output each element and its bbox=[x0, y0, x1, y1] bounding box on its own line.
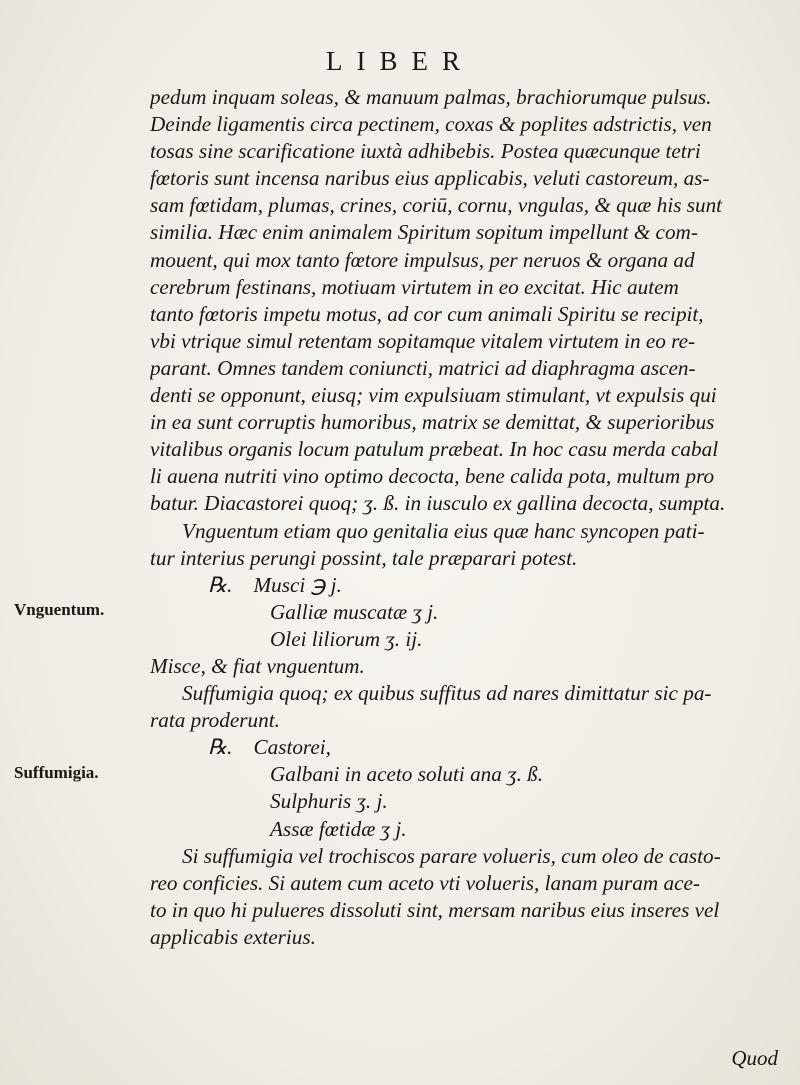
recipe-item: Galbani in aceto soluti ana ʒ. ß. bbox=[270, 762, 544, 787]
text-line: reo conficies. Si autem cum aceto vti volueris, lanam puram ace- bbox=[150, 870, 700, 895]
text-line: vitalibus organis locum patulum præbeat. In hoc casu merda cabal bbox=[150, 437, 719, 462]
recipe-item: Galliæ muscatæ ʒ j. bbox=[270, 599, 439, 624]
text-line: pedum inquam soleas, & manuum palmas, brachiorumque pulsus. bbox=[150, 85, 712, 109]
catchword: Quod bbox=[731, 1046, 778, 1070]
text-line: fœtoris sunt incensa naribus eius applicabis, veluti castoreum, as- bbox=[150, 166, 710, 191]
recipe-item: Castorei, bbox=[253, 735, 331, 760]
text-line: Si suffumigia vel trochiscos parare volueris, cum oleo de casto- bbox=[182, 843, 721, 868]
text-line: denti se opponunt, eiusq; vim expulsiuam stimulant, vt expulsis qui bbox=[150, 383, 717, 408]
text-line: batur. Diacastorei quoq; ʒ. ß. in iusculo ex gallina decocta, sumpta. bbox=[150, 491, 726, 516]
text-line: cerebrum festinans, motiuam virtutem in eo excitat. Hic autem bbox=[150, 274, 679, 299]
recipe-item: Sulphuris ʒ. j. bbox=[270, 789, 388, 814]
recipe-item: Olei liliorum ʒ. ij. bbox=[270, 626, 423, 651]
text-line: Vnguentum etiam quo genitalia eius quæ hanc syncopen pati- bbox=[182, 518, 705, 543]
recipe-closing: Misce, & fiat vnguentum. bbox=[150, 653, 365, 678]
text-line: applicabis exterius. bbox=[150, 924, 316, 949]
text-line: tanto fœtoris impetu motus, ad cor cum animali Spiritu se recipit, bbox=[150, 301, 704, 326]
text-line: to in quo hi pulueres dissoluti sint, mersam naribus eius inseres vel bbox=[150, 897, 720, 922]
text-line: parant. Omnes tandem coniuncti, matrici ad diaphragma ascen- bbox=[150, 355, 696, 380]
text-line: Deinde ligamentis circa pectinem, coxas & poplites adstrictis, ven bbox=[150, 112, 712, 137]
text-line: li auena nutriti vino optimo decocta, bene calida pota, multum pro bbox=[150, 464, 715, 489]
recipe-line bbox=[150, 734, 770, 761]
text-line: sam fœtidam, plumas, crines, coriū, cornu, vngulas, & quæ his sunt bbox=[150, 193, 723, 218]
text-line: vbi vtrique simul retentam sopitamque vitalem virtutem in eo re- bbox=[150, 328, 696, 353]
text-line: Suffumigia quoq; ex quibus suffitus ad nares dimittatur sic pa- bbox=[182, 681, 712, 706]
text-line: tosas sine scarificatione iuxtà adhibebis. Postea quæcunque tetri bbox=[150, 139, 701, 164]
running-header: LIBER bbox=[326, 46, 474, 76]
text-line: mouent, qui mox tanto fœtore impulsus, per neruos & organa ad bbox=[150, 247, 695, 272]
recipe-item: Musci ℈ j. bbox=[253, 572, 342, 597]
text-line: in ea sunt corruptis humoribus, matrix se demittat, & superioribus bbox=[150, 410, 715, 435]
margin-note-suffumigia: Suffumigia. bbox=[14, 763, 99, 782]
recipe-symbol: ℞. bbox=[208, 735, 233, 760]
recipe-line bbox=[150, 572, 770, 599]
text-line: rata proderunt. bbox=[150, 708, 280, 733]
main-text bbox=[150, 84, 770, 951]
text-line: tur interius perungi possint, tale præparari potest. bbox=[150, 545, 578, 570]
margin-note-unguentum: Vnguentum. bbox=[14, 600, 105, 619]
recipe-item: Assæ fœtidæ ʒ j. bbox=[270, 816, 407, 841]
recipe-symbol: ℞. bbox=[208, 572, 233, 597]
text-line: similia. Hæc enim animalem Spiritum sopitum impellunt & com- bbox=[150, 220, 698, 245]
